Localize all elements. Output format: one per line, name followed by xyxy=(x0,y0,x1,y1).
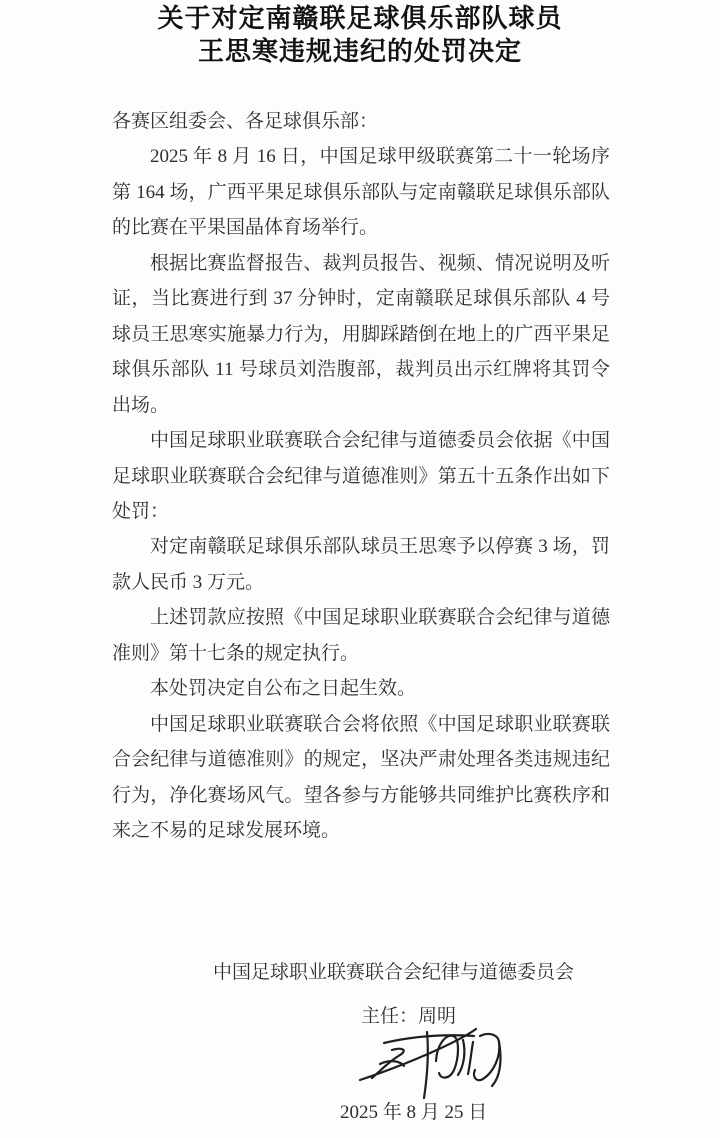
body-line: 球俱乐部队 11 号球员刘浩腹部，裁判员出示红牌将其罚令 xyxy=(112,359,610,381)
salutation: 各赛区组委会、各足球俱乐部： xyxy=(112,111,379,132)
body-line: 对定南赣联足球俱乐部队球员王思寒予以停赛 3 场，罚 xyxy=(150,536,610,558)
document-date: 2025 年 8 月 25 日 xyxy=(340,1102,488,1123)
document-title-line-2: 王思寒违规违纪的处罚决定 xyxy=(197,37,522,66)
body-line: 来之不易的足球发展环境。 xyxy=(112,820,341,842)
body-line: 证，当比赛进行到 37 分钟时，定南赣联足球俱乐部队 4 号 xyxy=(112,288,610,310)
body-line: 处罚： xyxy=(112,500,170,522)
body-line: 根据比赛监督报告、裁判员报告、视频、情况说明及听 xyxy=(150,252,610,274)
signer-title: 主任：周明 xyxy=(361,1006,457,1027)
body-line: 准则》第十七条的规定执行。 xyxy=(112,642,360,664)
signing-organization: 中国足球职业联赛联合会纪律与道德委员会 xyxy=(213,962,575,983)
body-line: 第 164 场，广西平果足球俱乐部队与定南赣联足球俱乐部队 xyxy=(112,181,610,203)
body-line: 2025 年 8 月 16 日，中国足球甲级联赛第二十一轮场序 xyxy=(150,146,610,168)
document-title xyxy=(0,0,720,68)
body-line: 球员王思寒实施暴力行为，用脚踩踏倒在地上的广西平果足 xyxy=(112,323,610,345)
body-line: 上述罚款应按照《中国足球职业联赛联合会纪律与道德 xyxy=(150,607,610,629)
body-line: 本处罚决定自公布之日起生效。 xyxy=(150,678,417,700)
document-body xyxy=(112,104,610,849)
body-line: 足球职业联赛联合会纪律与道德准则》第五十五条作出如下 xyxy=(112,465,610,487)
body-line: 合会纪律与道德准则》的规定，坚决严肃处理各类违规违纪 xyxy=(112,749,610,771)
body-line: 行为，净化赛场风气。望各参与方能够共同维护比赛秩序和 xyxy=(112,784,610,806)
body-line: 中国足球职业联赛联合会纪律与道德委员会依据《中国 xyxy=(150,430,610,452)
document-title-line-1: 关于对定南赣联足球俱乐部队球员 xyxy=(157,4,563,33)
body-line: 款人民币 3 万元。 xyxy=(112,571,265,593)
body-line: 中国足球职业联赛联合会将依照《中国足球职业联赛联 xyxy=(150,713,610,735)
body-line: 的比赛在平果国晶体育场举行。 xyxy=(112,217,379,239)
body-line: 出场。 xyxy=(112,394,170,416)
handwritten-signature-icon xyxy=(342,1027,532,1101)
